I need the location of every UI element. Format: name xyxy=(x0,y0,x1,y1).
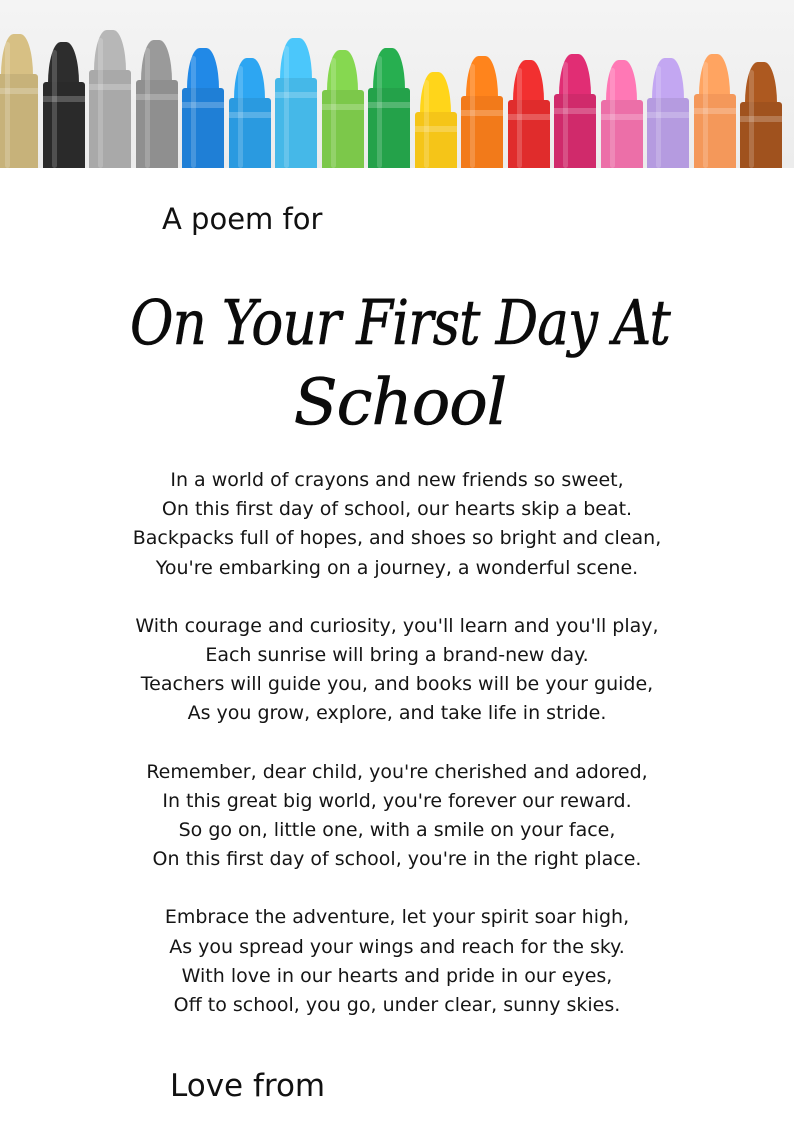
sky-blue-crayon xyxy=(275,38,317,168)
poem-line: On this first day of school, you're in the right place. xyxy=(152,848,642,871)
light-green-crayon xyxy=(322,50,364,168)
page-title-line-1: On Your First Day At xyxy=(130,286,671,359)
silver-crayon xyxy=(89,30,131,168)
blue-crayon xyxy=(182,48,224,168)
poem-stanza-1 xyxy=(0,466,794,583)
poem-line: As you spread your wings and reach for the sky. xyxy=(169,935,625,958)
magenta-crayon xyxy=(554,54,596,168)
green-crayon xyxy=(368,48,410,168)
poem-line: Embrace the adventure, let your spirit soar high, xyxy=(164,906,630,929)
yellow-crayon xyxy=(415,72,457,168)
poem xyxy=(0,466,794,1049)
signoff: Love from xyxy=(170,1068,326,1104)
poem-line: So go on, little one, with a smile on your face, xyxy=(178,819,616,842)
poem-line: With love in our hearts and pride in our eyes, xyxy=(181,964,613,987)
black-crayon xyxy=(43,42,85,168)
poem-line: In this great big world, you're forever our reward. xyxy=(162,789,632,812)
poem-line: On this first day of school, our hearts skip a beat. xyxy=(161,498,633,521)
brown-crayon xyxy=(740,62,782,168)
azure-crayon xyxy=(229,58,271,168)
poem-stanza-3 xyxy=(0,758,794,875)
orange-crayon xyxy=(461,56,503,168)
poem-line: Teachers will guide you, and books will be your guide, xyxy=(140,673,654,696)
poem-line: Off to school, you go, under clear, sunny skies. xyxy=(173,994,621,1017)
crayon-banner xyxy=(0,0,794,168)
gray-crayon xyxy=(136,40,178,168)
red-crayon xyxy=(508,60,550,168)
pink-crayon xyxy=(601,60,643,168)
poem-stanza-4 xyxy=(0,903,794,1020)
poem-line: As you grow, explore, and take life in stride. xyxy=(187,702,607,725)
poem-line: Each sunrise will bring a brand-new day. xyxy=(205,644,589,667)
peach-crayon xyxy=(694,54,736,168)
page-title-line-2: School xyxy=(293,366,507,440)
poem-line: Remember, dear child, you're cherished and adored, xyxy=(146,760,648,783)
page-title xyxy=(120,262,680,452)
lavender-crayon xyxy=(647,58,689,168)
poem-line: In a world of crayons and new friends so sweet, xyxy=(170,469,624,491)
gold-crayon xyxy=(0,34,38,168)
subtitle: A poem for xyxy=(162,202,323,236)
poem-line: You're embarking on a journey, a wonderful scene. xyxy=(155,556,639,579)
poem-stanza-2 xyxy=(0,612,794,729)
poem-line: Backpacks full of hopes, and shoes so bright and clean, xyxy=(132,527,662,550)
poem-line: With courage and curiosity, you'll learn and you'll play, xyxy=(135,614,659,637)
